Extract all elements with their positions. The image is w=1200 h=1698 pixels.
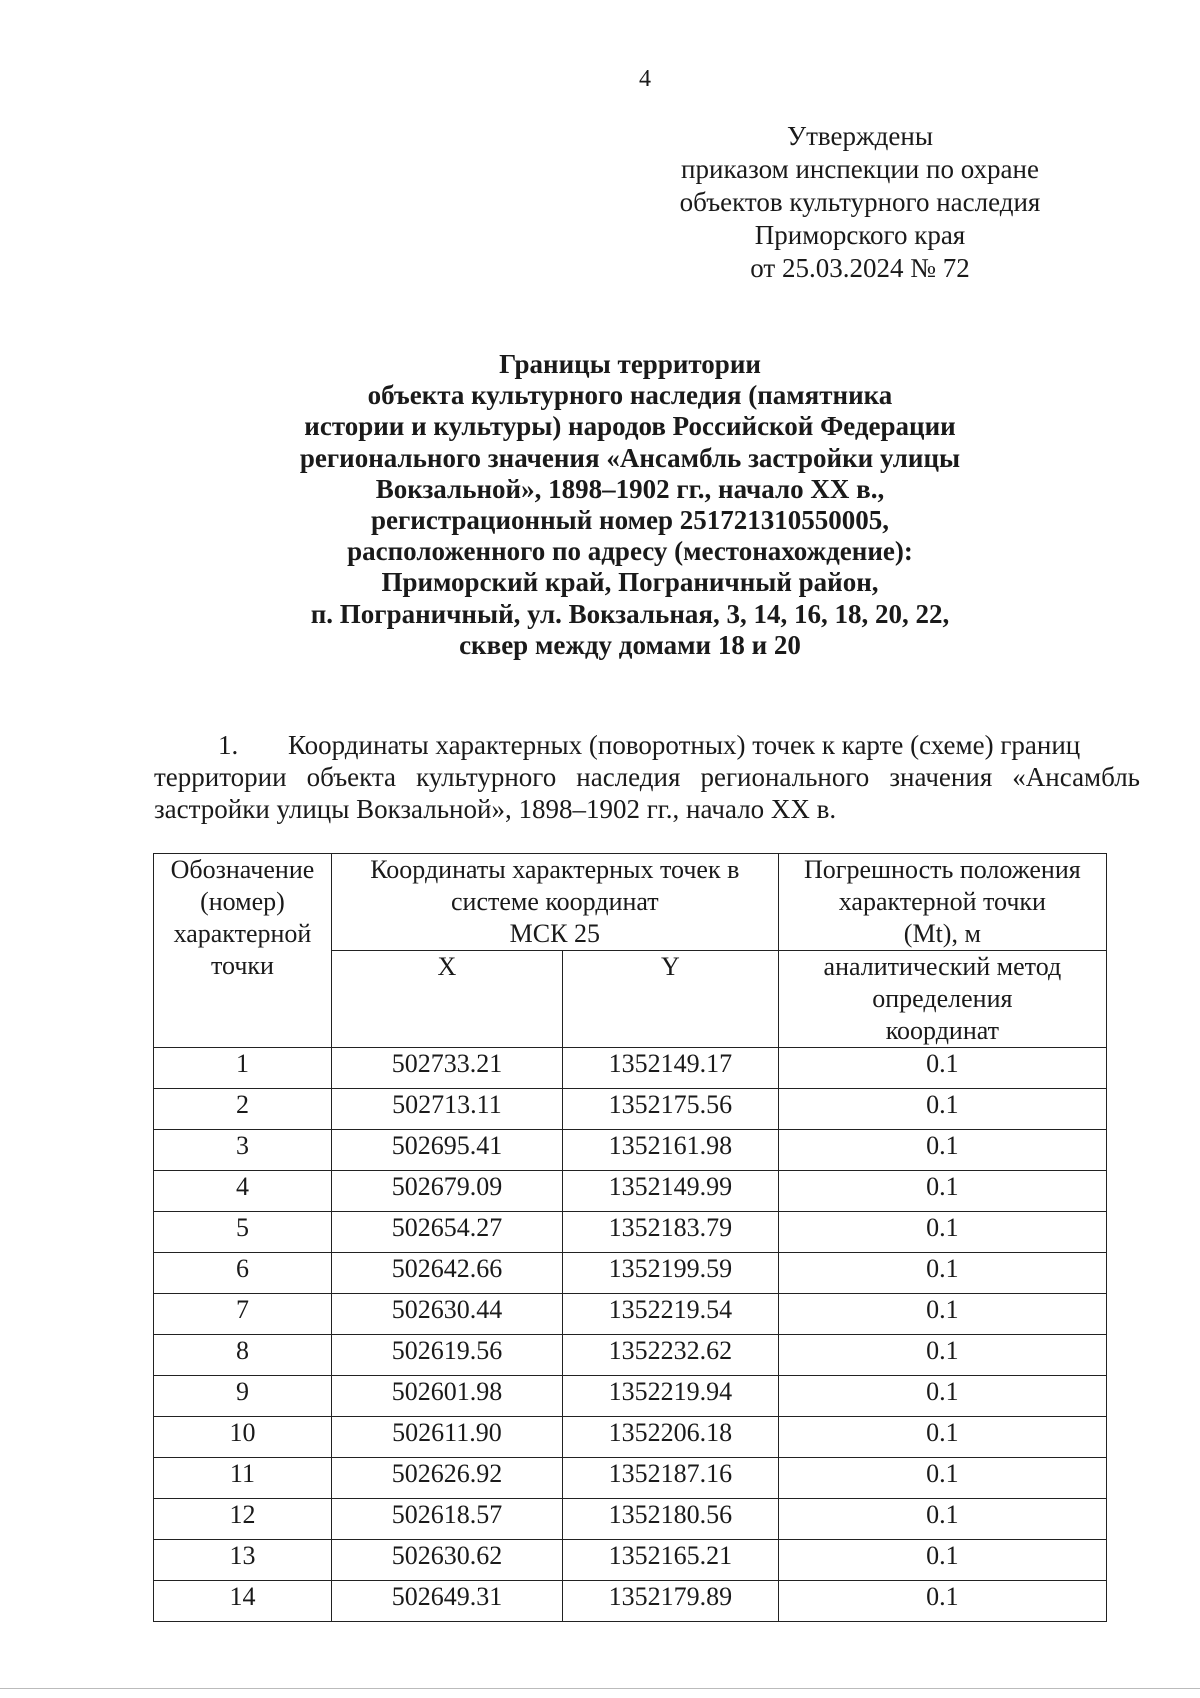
approval-line: Утверждены: [787, 121, 933, 151]
table-row: [154, 1212, 1107, 1253]
x-coordinate-cell: 502618.57: [331, 1499, 562, 1540]
page-bottom-rule: [0, 1688, 1200, 1689]
approval-line: Приморского края: [754, 220, 966, 250]
y-coordinate-cell: 1352206.18: [562, 1417, 778, 1458]
x-coordinate-cell: 502642.66: [331, 1253, 562, 1294]
header-error: Погрешность положения характерной точки (Mt), м: [778, 854, 1106, 951]
y-coordinate-cell: 1352183.79: [562, 1212, 778, 1253]
error-value-cell: 0.1: [778, 1335, 1106, 1376]
title-line: сквер между домами 18 и 20: [459, 629, 801, 660]
error-value-cell: 0.1: [778, 1581, 1106, 1622]
paragraph-line: территории объекта культурного наследия регионального значения «Ансамбль: [154, 762, 1140, 792]
x-coordinate-cell: 502611.90: [331, 1417, 562, 1458]
title-line: Границы территории: [499, 349, 761, 379]
table-row: [154, 1048, 1107, 1089]
paragraph-line: [154, 729, 1140, 761]
x-coordinate-cell: 502619.56: [331, 1335, 562, 1376]
x-coordinate-cell: 502713.11: [331, 1089, 562, 1130]
table-row: [154, 1089, 1107, 1130]
header-coordinates: Координаты характерных точек в системе координат МСК 25: [331, 854, 778, 951]
x-coordinate-cell: 502654.27: [331, 1212, 562, 1253]
error-value-cell: 0.1: [778, 1212, 1106, 1253]
table-row: [154, 1253, 1107, 1294]
x-coordinate-cell: 502626.92: [331, 1458, 562, 1499]
error-value-cell: 0.1: [778, 1540, 1106, 1581]
title-line: расположенного по адресу (местонахождение):: [347, 536, 913, 567]
point-number-cell: 14: [154, 1581, 332, 1622]
error-value-cell: 0.1: [778, 1089, 1106, 1130]
error-value-cell: 0.1: [778, 1499, 1106, 1540]
table-row: [154, 1540, 1107, 1581]
point-number-cell: 11: [154, 1458, 332, 1499]
x-coordinate-cell: 502733.21: [331, 1048, 562, 1089]
title-line: Вокзальной», 1898–1902 гг., начало XX в.,: [375, 473, 885, 504]
error-value-cell: 0.1: [778, 1048, 1106, 1089]
coordinates-table: [153, 853, 1107, 1622]
table-row: [154, 1499, 1107, 1540]
y-coordinate-cell: 1352149.17: [562, 1048, 778, 1089]
table-body: [154, 1048, 1107, 1622]
y-coordinate-cell: 1352180.56: [562, 1499, 778, 1540]
y-coordinate-cell: 1352149.99: [562, 1171, 778, 1212]
header-point-designation: Обозначение (номер) характерной точки: [154, 854, 332, 1048]
x-coordinate-cell: 502601.98: [331, 1376, 562, 1417]
y-coordinate-cell: 1352165.21: [562, 1540, 778, 1581]
y-coordinate-cell: 1352187.16: [562, 1458, 778, 1499]
point-number-cell: 6: [154, 1253, 332, 1294]
table-header-row: [154, 854, 1107, 951]
x-coordinate-cell: 502630.62: [331, 1540, 562, 1581]
point-number-cell: 4: [154, 1171, 332, 1212]
table-row: [154, 1335, 1107, 1376]
point-number-cell: 13: [154, 1540, 332, 1581]
point-number-cell: 9: [154, 1376, 332, 1417]
title-line: истории и культуры) народов Российской Федерации: [304, 411, 956, 442]
header-method: аналитический метод определения координат: [778, 951, 1106, 1048]
x-coordinate-cell: 502695.41: [331, 1130, 562, 1171]
paragraph-text: Координаты характерных (поворотных) точек к карте (схеме) границ: [288, 730, 1081, 760]
y-coordinate-cell: 1352199.59: [562, 1253, 778, 1294]
x-coordinate-cell: 502630.44: [331, 1294, 562, 1335]
error-value-cell: 0.1: [778, 1458, 1106, 1499]
point-number-cell: 8: [154, 1335, 332, 1376]
document-title: [150, 349, 1110, 661]
page-number: 4: [639, 66, 651, 92]
point-number-cell: 3: [154, 1130, 332, 1171]
error-value-cell: 0.1: [778, 1376, 1106, 1417]
error-value-cell: 0.1: [778, 1253, 1106, 1294]
table-row: [154, 1417, 1107, 1458]
error-value-cell: 0.1: [778, 1130, 1106, 1171]
y-coordinate-cell: 1352161.98: [562, 1130, 778, 1171]
y-coordinate-cell: 1352219.54: [562, 1294, 778, 1335]
point-number-cell: 10: [154, 1417, 332, 1458]
error-value-cell: 0.1: [778, 1171, 1106, 1212]
approval-line: от 25.03.2024 № 72: [750, 253, 970, 283]
table-row: [154, 1376, 1107, 1417]
header-x: X: [331, 951, 562, 1048]
header-y: Y: [562, 951, 778, 1048]
point-number-cell: 12: [154, 1499, 332, 1540]
paragraph-line: застройки улицы Вокзальной», 1898–1902 гг., начало XX в.: [154, 794, 837, 824]
table-row: [154, 1581, 1107, 1622]
table-row: [154, 1294, 1107, 1335]
approval-line: приказом инспекции по охране: [681, 154, 1039, 184]
approval-line: объектов культурного наследия: [679, 187, 1041, 217]
table-row: [154, 1458, 1107, 1499]
x-coordinate-cell: 502679.09: [331, 1171, 562, 1212]
table-row: [154, 1130, 1107, 1171]
error-value-cell: 0.1: [778, 1294, 1106, 1335]
point-number-cell: 7: [154, 1294, 332, 1335]
paragraph-number: 1.: [218, 730, 239, 760]
point-number-cell: 5: [154, 1212, 332, 1253]
table-row: [154, 1171, 1107, 1212]
point-number-cell: 1: [154, 1048, 332, 1089]
title-line: объекта культурного наследия (памятника: [367, 380, 893, 411]
title-line: п. Пограничный, ул. Вокзальная, 3, 14, 16, 18, 20, 22,: [310, 598, 950, 629]
title-line: Приморский край, Пограничный район,: [381, 567, 879, 598]
x-coordinate-cell: 502649.31: [331, 1581, 562, 1622]
point-number-cell: 2: [154, 1089, 332, 1130]
y-coordinate-cell: 1352179.89: [562, 1581, 778, 1622]
section-paragraph: [154, 729, 1140, 825]
y-coordinate-cell: 1352219.94: [562, 1376, 778, 1417]
error-value-cell: 0.1: [778, 1417, 1106, 1458]
approval-block: [640, 120, 1080, 285]
y-coordinate-cell: 1352175.56: [562, 1089, 778, 1130]
y-coordinate-cell: 1352232.62: [562, 1335, 778, 1376]
title-line: регистрационный номер 251721310550005,: [371, 505, 889, 536]
title-line: регионального значения «Ансамбль застройки улицы: [299, 442, 961, 473]
